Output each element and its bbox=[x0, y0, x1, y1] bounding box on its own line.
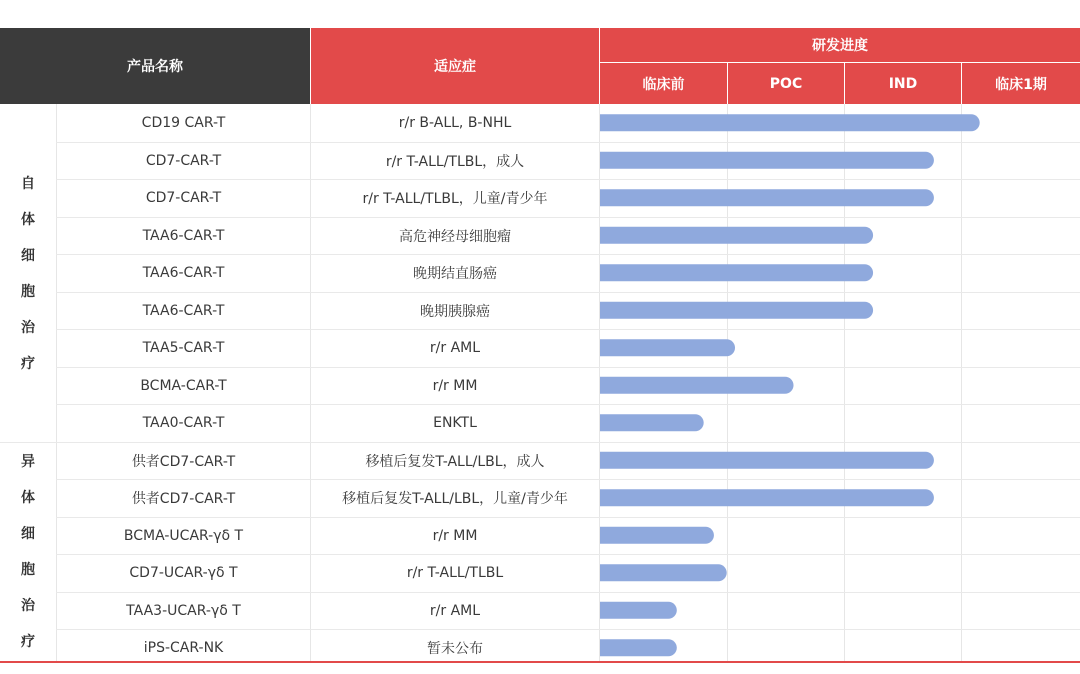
product-name-cell: TAA6-CAR-T bbox=[142, 264, 225, 281]
product-name-cell: TAA6-CAR-T bbox=[142, 227, 225, 244]
indication-cell: r/r B-ALL, B-NHL bbox=[398, 114, 512, 131]
progress-bar bbox=[600, 452, 934, 469]
progress-bar bbox=[600, 639, 677, 656]
progress-bar bbox=[600, 227, 873, 244]
group-char: 细 bbox=[21, 248, 35, 264]
group-char: 胞 bbox=[21, 284, 35, 300]
product-name-cell: TAA0-CAR-T bbox=[142, 414, 225, 431]
product-name-cell: TAA5-CAR-T bbox=[142, 339, 225, 356]
product-name-cell: 供者CD7-CAR-T bbox=[131, 453, 236, 470]
indication-cell: 移植后复发T-ALL/LBL，成人 bbox=[365, 453, 545, 470]
group-char: 治 bbox=[21, 598, 35, 614]
stage-label: IND bbox=[888, 75, 918, 92]
indication-cell: r/r MM bbox=[432, 527, 478, 544]
indication-cell: 晚期胰腺癌 bbox=[420, 303, 490, 320]
header-product-name-label: 产品名称 bbox=[127, 59, 183, 75]
progress-bar bbox=[600, 489, 934, 506]
product-name-cell: iPS-CAR-NK bbox=[143, 639, 224, 656]
group-char: 体 bbox=[21, 490, 35, 506]
group-char: 疗 bbox=[21, 356, 35, 372]
progress-bar bbox=[600, 377, 794, 394]
stage-label: POC bbox=[769, 75, 803, 92]
product-name-cell: BCMA-CAR-T bbox=[140, 377, 227, 394]
indication-cell: ENKTL bbox=[433, 414, 477, 431]
group-char: 治 bbox=[21, 320, 35, 336]
progress-bar bbox=[600, 414, 704, 431]
group-char: 体 bbox=[21, 212, 35, 228]
stage-label: 临床前 bbox=[642, 76, 685, 93]
indication-cell: r/r AML bbox=[429, 339, 481, 356]
header-indication-label: 适应症 bbox=[434, 59, 476, 75]
group-char: 细 bbox=[21, 526, 35, 542]
product-name-cell: CD7-CAR-T bbox=[145, 189, 222, 206]
progress-bar bbox=[600, 602, 677, 619]
bottom-rule bbox=[0, 661, 1080, 663]
indication-cell: r/r T-ALL/TLBL，儿童/青少年 bbox=[362, 190, 548, 207]
progress-bar bbox=[600, 339, 735, 356]
group-char: 胞 bbox=[21, 562, 35, 578]
indication-cell: 移植后复发T-ALL/LBL，儿童/青少年 bbox=[342, 490, 568, 507]
progress-bar bbox=[600, 189, 934, 206]
progress-bar bbox=[600, 152, 934, 169]
indication-cell: r/r AML bbox=[429, 602, 481, 619]
group-char: 异 bbox=[21, 454, 35, 470]
group-char: 疗 bbox=[21, 634, 35, 650]
product-name-cell: CD19 CAR-T bbox=[141, 114, 226, 131]
product-name-cell: CD7-CAR-T bbox=[145, 152, 222, 169]
progress-bar bbox=[600, 527, 714, 544]
product-name-cell: TAA6-CAR-T bbox=[142, 302, 225, 319]
product-name-cell: 供者CD7-CAR-T bbox=[131, 490, 236, 507]
progress-bar bbox=[600, 564, 727, 581]
header-progress-label: 研发进度 bbox=[812, 38, 868, 54]
indication-cell: r/r T-ALL/TLBL bbox=[406, 564, 504, 581]
progress-bar bbox=[600, 114, 980, 131]
stage-label: 临床1期 bbox=[995, 76, 1047, 93]
product-name-cell: CD7-UCAR-γδ T bbox=[129, 564, 238, 581]
indication-cell: r/r T-ALL/TLBL，成人 bbox=[385, 153, 525, 170]
progress-bar bbox=[600, 264, 873, 281]
product-name-cell: BCMA-UCAR-γδ T bbox=[123, 527, 244, 544]
product-name-cell: TAA3-UCAR-γδ T bbox=[126, 602, 241, 619]
progress-bar bbox=[600, 302, 873, 319]
indication-cell: 暂未公布 bbox=[427, 640, 483, 657]
indication-cell: 晚期结直肠癌 bbox=[413, 265, 497, 282]
group-char: 自 bbox=[21, 176, 35, 192]
indication-cell: r/r MM bbox=[432, 377, 478, 394]
indication-cell: 高危神经母细胞瘤 bbox=[399, 228, 511, 245]
